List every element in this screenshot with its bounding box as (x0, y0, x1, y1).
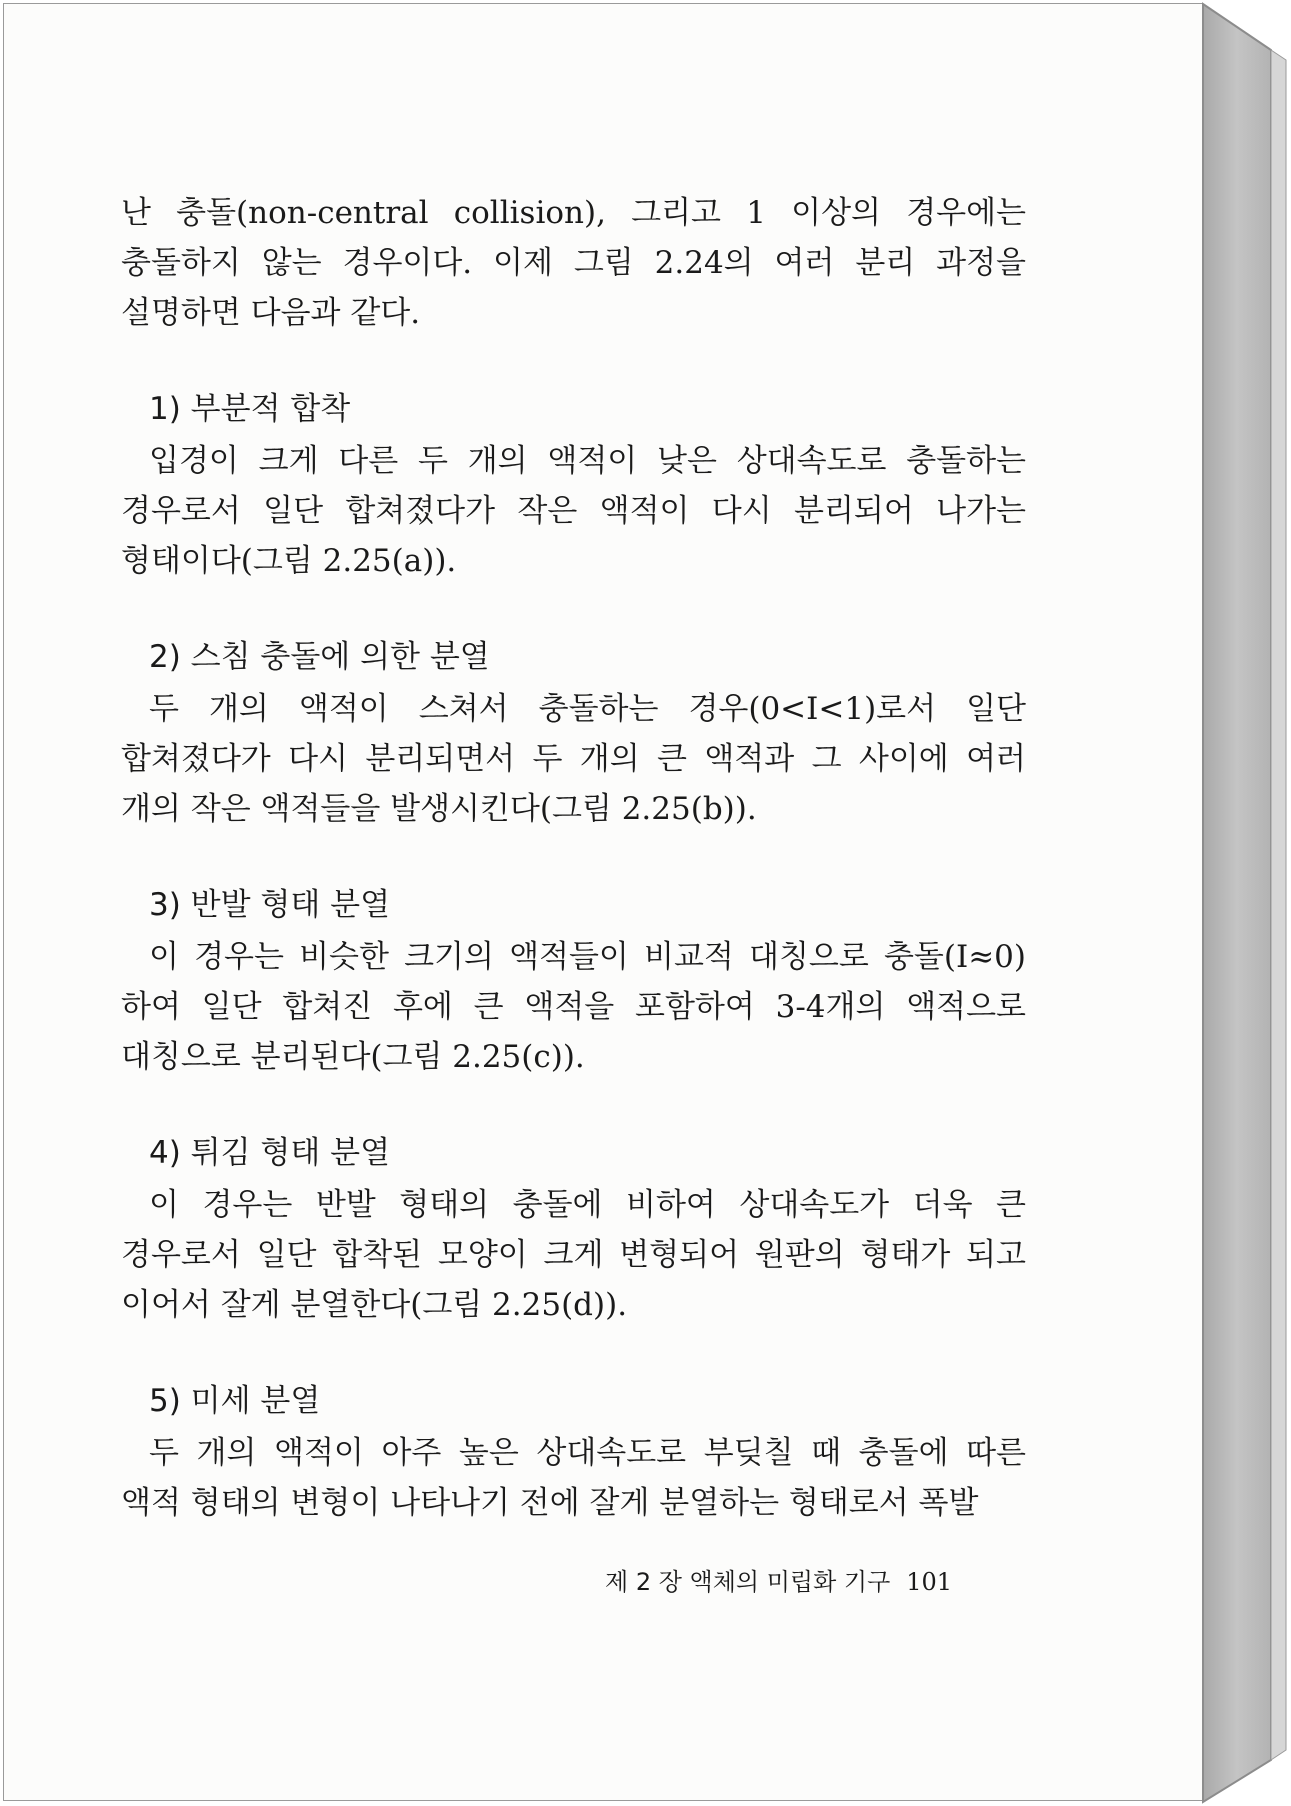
section-heading: 2) 스침 충돌에 의한 분열 (149, 639, 490, 675)
section-body: 두 개의 액적이 스쳐서 충돌하는 경우(0<I<1)로서 일단 합쳐졌다가 다시 분리되면서 두 개의 큰 액적과 그 사이에 여러 개의 작은 액적들을 발생시킨다(그림 2.25(b)). (121, 691, 1026, 827)
section-body: 입경이 크게 다른 두 개의 액적이 낮은 상대속도로 충돌하는 경우로서 일단 합쳐졌다가 작은 액적이 다시 분리되어 나가는 형태이다(그림 2.25(a)). (121, 443, 1026, 579)
page-footer (605, 1562, 952, 1602)
section-2 (121, 632, 1026, 834)
section-4 (121, 1128, 1026, 1330)
section-body: 이 경우는 비슷한 크기의 액적들이 비교적 대칭으로 충돌(I≈0)하여 일단 합쳐진 후에 큰 액적을 포함하여 3-4개의 액적으로 대칭으로 분리된다(그림 2.25(c)). (121, 939, 1026, 1075)
intro-paragraph: 난 충돌(non-central collision), 그리고 1 이상의 경우에는 충돌하지 않는 경우이다. 이제 그림 2.24의 여러 분리 과정을 설명하면 다음과 같다. (121, 195, 1026, 331)
section-body: 두 개의 액적이 아주 높은 상대속도로 부딪칠 때 충돌에 따른 액적 형태의 변형이 나타나기 전에 잘게 분열하는 형태로서 폭발 (121, 1435, 1026, 1521)
page-content (121, 188, 1026, 1528)
section-3 (121, 880, 1026, 1082)
section-body: 이 경우는 반발 형태의 충돌에 비하여 상대속도가 더욱 큰 경우로서 일단 합착된 모양이 크게 변형되어 원판의 형태가 되고 이어서 잘게 분열한다(그림 2.25(d)). (121, 1187, 1026, 1323)
section-heading: 5) 미세 분열 (149, 1383, 321, 1419)
section-heading: 4) 튀김 형태 분열 (149, 1135, 391, 1171)
section-1 (121, 384, 1026, 586)
section-5 (121, 1376, 1026, 1528)
page-number: 101 (906, 1568, 953, 1596)
chapter-title: 제 2 장 액체의 미립화 기구 (605, 1568, 891, 1596)
section-heading: 1) 부분적 합착 (149, 391, 351, 427)
section-heading: 3) 반발 형태 분열 (149, 887, 391, 923)
